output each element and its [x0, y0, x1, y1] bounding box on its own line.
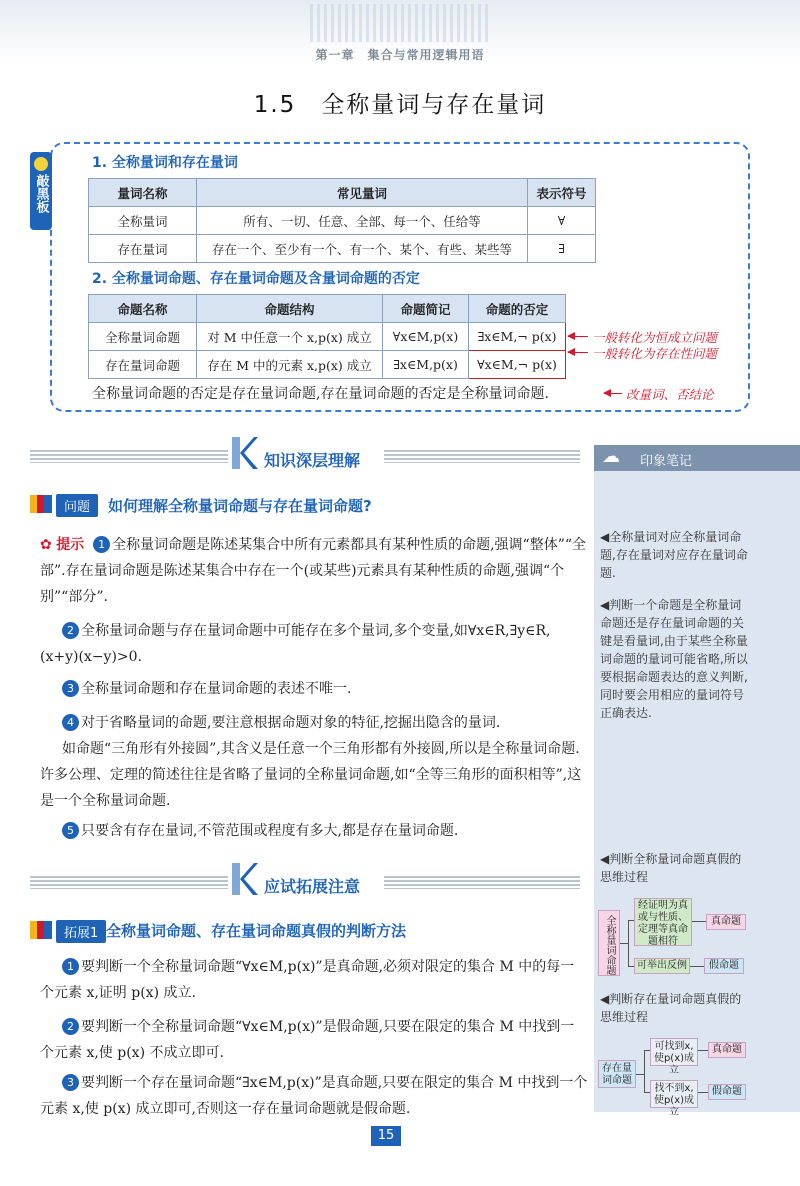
chapter-header: 第一章 集合与常用逻辑用语	[315, 48, 485, 62]
table2-cell: 存在量词命题	[89, 351, 197, 379]
number-badge-1: 1	[62, 958, 79, 975]
page-number: 15	[371, 1126, 401, 1146]
table1-cell: ∃	[528, 235, 596, 263]
annotation-arrow	[568, 352, 588, 353]
table1-cell: 存在量词	[89, 235, 197, 263]
flow1-top-condition: 经证明为真或与性质、定理等真命题相符	[634, 898, 692, 946]
flow2-false: 假命题	[708, 1084, 746, 1100]
number-badge-5: 5	[62, 822, 79, 839]
book-icon	[30, 921, 52, 939]
question-paragraph	[62, 676, 588, 702]
table2-cell: ∀x∈M,p(x)	[383, 323, 469, 351]
blackboard-heading-1: 1. 全称量词和存在量词	[92, 155, 238, 171]
question-paragraph	[40, 618, 588, 670]
flow-arrow	[698, 1050, 708, 1051]
extension-paragraph	[40, 954, 588, 1006]
flow1-start	[598, 910, 620, 976]
table2-cell: ∃x∈M,p(x)	[383, 351, 469, 379]
extension-title: 全称量词命题、存在量词命题真假的判断方法	[106, 922, 407, 940]
question-paragraph	[62, 710, 588, 736]
handwritten-note: 改量词、否结论	[626, 387, 714, 402]
question-example-paragraph: 如命题“三角形有外接圆”,其含义是任意一个三角形都有外接圆,所以是全称量词命题.许多公理、定理的简述往往是省略了量词的全称量词命题,如“全等三角形的面积相等”,这是一个全称量词命题.	[40, 741, 582, 809]
quantifier-table	[88, 178, 596, 263]
number-badge-1: 1	[93, 536, 110, 553]
number-badge-3: 3	[62, 1074, 79, 1091]
top-decoration	[310, 4, 490, 42]
side-note: ◀判断存在量词命题真假的思维过程	[600, 992, 742, 1024]
extension-paragraph	[40, 1070, 588, 1122]
annotation-arrow	[568, 336, 588, 337]
extension-paragraph	[40, 1014, 588, 1066]
k-logo-icon	[228, 433, 258, 473]
hint-icon: ✿	[40, 537, 52, 553]
banner-deep-understanding: 知识深层理解	[264, 451, 361, 470]
flow1-bottom-condition: 可举出反例	[634, 958, 690, 974]
table2-header: 命题的否定	[469, 295, 566, 323]
flow1-true: 真命题	[706, 914, 746, 930]
flow1-start-label: 全称量词命题	[604, 915, 615, 975]
table1-cell: 所有、一切、任意、全部、每一个、任给等	[197, 207, 528, 235]
question-tag: 问题	[56, 494, 98, 517]
flow-arrow	[698, 1092, 708, 1093]
handwritten-note: 一般转化为存在性问题	[592, 346, 718, 361]
table2-cell: 对 M 中任意一个 x,p(x) 成立	[197, 323, 383, 351]
question-point-5: 只要含有存在量词,不管范围或程度有多大,都是存在量词命题.	[81, 823, 459, 839]
flow2-start: 存在量词命题	[598, 1060, 636, 1088]
extension-tag: 拓展1	[56, 920, 106, 943]
table2-cell: 全称量词命题	[89, 323, 197, 351]
table1-cell: ∀	[528, 207, 596, 235]
side-notes-title: 印象笔记	[594, 445, 800, 471]
table1-header: 表示符号	[528, 179, 596, 207]
k-logo-icon	[228, 859, 258, 899]
extension-point-3: 要判断一个存在量词命题“∃x∈M,p(x)”是真命题,只要在限定的集合 M 中找到一个元素 x,使 p(x) 成立即可,否则这一存在量词命题就是假命题.	[40, 1075, 588, 1117]
extension-point-2: 要判断一个全称量词命题“∀x∈M,p(x)”是假命题,只要在限定的集合 M 中找到一个元素 x,使 p(x) 不成立即可.	[40, 1019, 575, 1061]
flow-connector	[620, 943, 628, 944]
flow-connector	[636, 1074, 644, 1075]
dotted-divider	[384, 876, 580, 889]
blackboard-heading-2: 2. 全称量词命题、存在量词命题及含量词命题的否定	[92, 271, 420, 287]
lightbulb-icon	[34, 157, 48, 171]
number-badge-4: 4	[62, 714, 79, 731]
proposition-table	[88, 294, 566, 379]
table2-header: 命题名称	[89, 295, 197, 323]
blackboard-conclusion: 全称量词命题的否定是存在量词命题,存在量词命题的否定是全称量词命题.	[92, 386, 549, 402]
table1-header: 量词名称	[89, 179, 197, 207]
dotted-divider	[30, 876, 228, 889]
elephant-icon: ☁	[602, 446, 620, 467]
number-badge-3: 3	[62, 680, 79, 697]
side-note: ◀判断一个命题是全称量词命题还是存在量词命题的关键是看量词,由于某些全称量词命题的量词可能省略,所以要根据命题表达的意义判断,同时要会用相应的量词符号正确表达.	[600, 598, 748, 720]
number-badge-2: 2	[62, 1018, 79, 1035]
book-icon	[30, 495, 52, 513]
flow-connector	[628, 920, 629, 966]
question-point-3: 全称量词命题和存在量词命题的表述不唯一.	[81, 681, 352, 697]
table2-header: 命题简记	[383, 295, 469, 323]
dotted-divider	[30, 450, 228, 463]
table2-cell-negation: ∃x∈M,¬ p(x)	[469, 323, 566, 351]
table1-cell: 存在一个、至少有一个、有一个、某个、有些、某些等	[197, 235, 528, 263]
flow2-bottom-condition: 找不到x,使p(x)成立	[650, 1080, 698, 1108]
side-note: ◀全称量词对应全称量词命题,存在量词对应存在量词命题.	[600, 530, 748, 580]
blackboard-tab-label: 敲黑板	[33, 174, 49, 213]
flow-arrow	[690, 966, 704, 967]
flow-connector	[644, 1050, 645, 1092]
flow2-true: 真命题	[708, 1042, 746, 1058]
flow-arrow	[692, 921, 706, 922]
table1-header: 常见量词	[197, 179, 528, 207]
table1-cell: 全称量词	[89, 207, 197, 235]
question-paragraph	[62, 818, 588, 844]
table2-cell-negation: ∀x∈M,¬ p(x)	[469, 351, 566, 379]
section-title: 1.5 全称量词与存在量词	[253, 92, 547, 118]
question-point-2: 全称量词命题与存在量词命题中可能存在多个量词,多个变量,如∀x∈R,∃y∈R,(x+y)(x−y)>0.	[40, 623, 551, 665]
question-point-4: 对于省略量词的命题,要注意根据命题对象的特征,挖掘出隐含的量词.	[81, 715, 501, 731]
annotation-arrow	[604, 393, 622, 394]
dotted-divider	[384, 450, 580, 463]
flow1-false: 假命题	[704, 958, 744, 974]
question-title: 如何理解全称量词命题与存在量词命题?	[108, 497, 372, 515]
table2-cell: 存在 M 中的元素 x,p(x) 成立	[197, 351, 383, 379]
banner-exam-extension: 应试拓展注意	[264, 877, 361, 896]
extension-point-1: 要判断一个全称量词命题“∀x∈M,p(x)”是真命题,必须对限定的集合 M 中的每一个元素 x,证明 p(x) 成立.	[40, 959, 575, 1001]
side-note: ◀判断全称量词命题真假的思维过程	[600, 852, 742, 884]
question-point-1: 全称量词命题是陈述某集合中所有元素都具有某种性质的命题,强调“整体”“全部”.存在量词命题是陈述某集合中存在一个(或某些)元素具有某种性质的命题,强调“个别”“部分”.	[40, 537, 587, 605]
hint-label: 提示	[56, 537, 85, 553]
table2-header: 命题结构	[197, 295, 383, 323]
number-badge-2: 2	[62, 622, 79, 639]
flow2-top-condition: 可找到x,使p(x)成立	[650, 1038, 698, 1066]
question-hint-paragraph	[40, 532, 588, 610]
handwritten-note: 一般转化为恒成立问题	[592, 330, 718, 345]
